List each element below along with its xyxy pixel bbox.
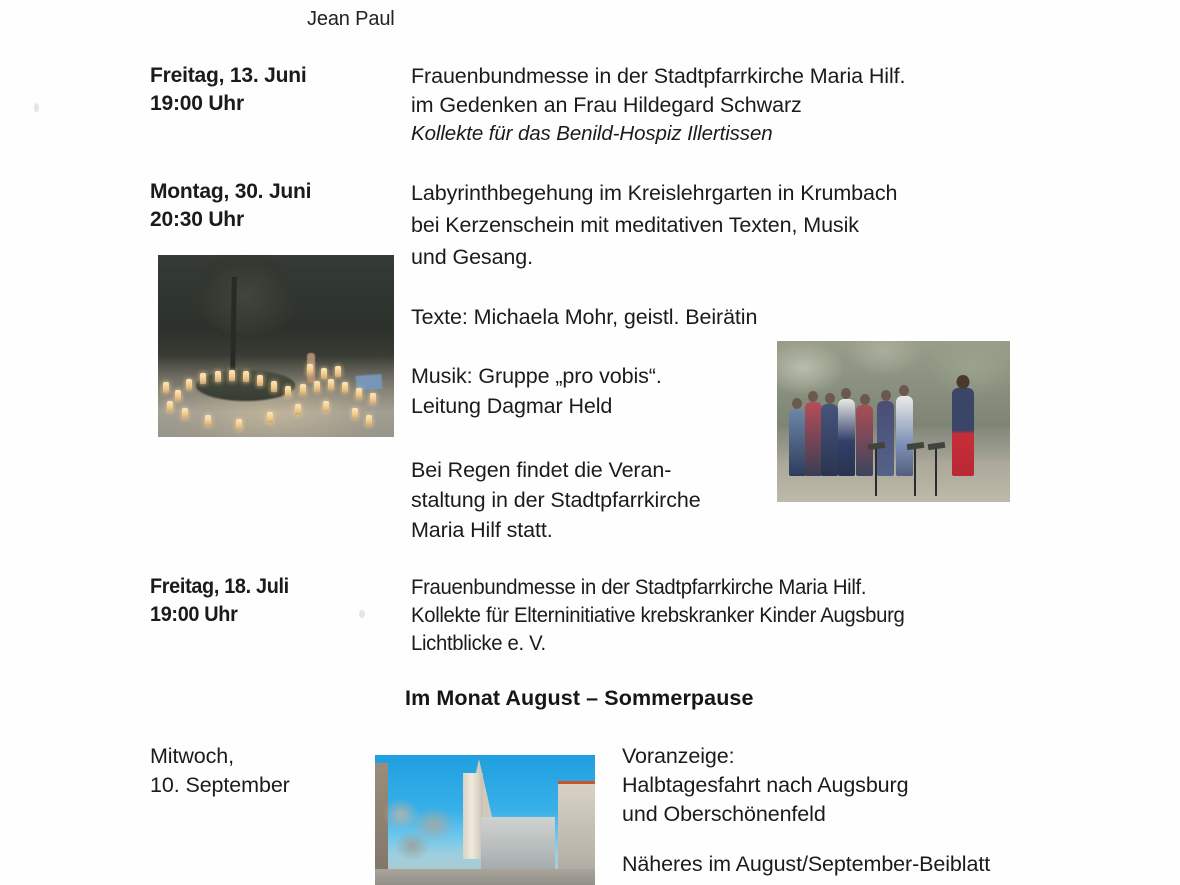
choir-music-stand (875, 447, 877, 495)
choir-singer (805, 402, 822, 476)
photo-choir (777, 341, 1010, 502)
entry-musik-30-juni-line1: Musik: Gruppe „pro vobis“. (411, 364, 662, 388)
entry-body-10-september-line1: Voranzeige: (622, 744, 735, 768)
entry-date-18-juli-line2: 19:00 Uhr (150, 603, 238, 626)
choir-music-stand (914, 447, 916, 495)
entry-date-10-september-line2: 10. September (150, 773, 290, 797)
choir-singer (838, 399, 855, 476)
entry-body-10-september-line2: Halbtagesfahrt nach Augsburg (622, 773, 909, 797)
entry-regen-30-juni-line2: staltung in der Stadtpfarrkirche (411, 488, 701, 512)
entry-body-18-juli-line2: Kollekte für Elterninitiative krebskranker Kinder Augsburg (411, 603, 905, 627)
choir-singer (896, 396, 913, 477)
entry-regen-30-juni-line3: Maria Hilf statt. (411, 518, 553, 542)
choir-music-stand (935, 447, 937, 495)
entry-body-30-juni-line3: und Gesang. (411, 245, 534, 269)
entry-musik-30-juni-line2: Leitung Dagmar Held (411, 394, 613, 418)
entry-body-13-juni-line1: Frauenbundmesse in der Stadtpfarrkirche Maria Hilf. (411, 64, 906, 88)
entry-regen-30-juni-line1: Bei Regen findet die Veran- (411, 458, 672, 482)
entry-collection-13-juni: Kollekte für das Benild-Hospiz Illertissen (411, 122, 773, 145)
scan-speck (34, 103, 39, 112)
entry-date-13-juni-line1: Freitag, 13. Juni (150, 64, 307, 87)
entry-date-18-juli-line1: Freitag, 18. Juli (150, 575, 289, 598)
augsburg-nave (481, 817, 556, 869)
scan-speck (359, 610, 365, 618)
entry-body-13-juni-line2: im Gedenken an Frau Hildegard Schwarz (411, 93, 802, 117)
choir-singer (856, 405, 873, 476)
entry-note-10-september: Näheres im August/September-Beiblatt (622, 852, 991, 876)
augsburg-trees (379, 794, 467, 875)
choir-conductor (952, 388, 974, 477)
entry-date-30-juni-line1: Montag, 30. Juni (150, 180, 312, 203)
section-heading-august: Im Monat August – Sommerpause (405, 686, 754, 710)
labyrinth-candles (158, 255, 394, 437)
entry-date-13-juni-line2: 19:00 Uhr (150, 92, 244, 115)
photo-augsburg (375, 755, 595, 885)
entry-date-30-juni-line2: 20:30 Uhr (150, 208, 244, 231)
entry-body-18-juli-line1: Frauenbundmesse in der Stadtpfarrkirche Maria Hilf. (411, 575, 867, 599)
quote-attribution: Jean Paul (307, 8, 395, 30)
choir-singer (877, 401, 894, 477)
augsburg-square (375, 869, 595, 885)
photo-labyrinth (158, 255, 394, 437)
entry-body-30-juni-line2: bei Kerzenschein mit meditativen Texten, Musik (411, 213, 859, 237)
entry-body-18-juli-line3: Lichtblicke e. V. (411, 631, 546, 655)
entry-body-10-september-line3: und Oberschönenfeld (622, 802, 826, 826)
choir-singer (789, 409, 806, 477)
entry-body-30-juni-line1: Labyrinthbegehung im Kreislehrgarten in Krumbach (411, 181, 898, 205)
entry-date-10-september-line1: Mitwoch, (150, 744, 235, 768)
entry-texte-30-juni: Texte: Michaela Mohr, geistl. Beirätin (411, 305, 758, 329)
choir-singer (821, 404, 838, 476)
